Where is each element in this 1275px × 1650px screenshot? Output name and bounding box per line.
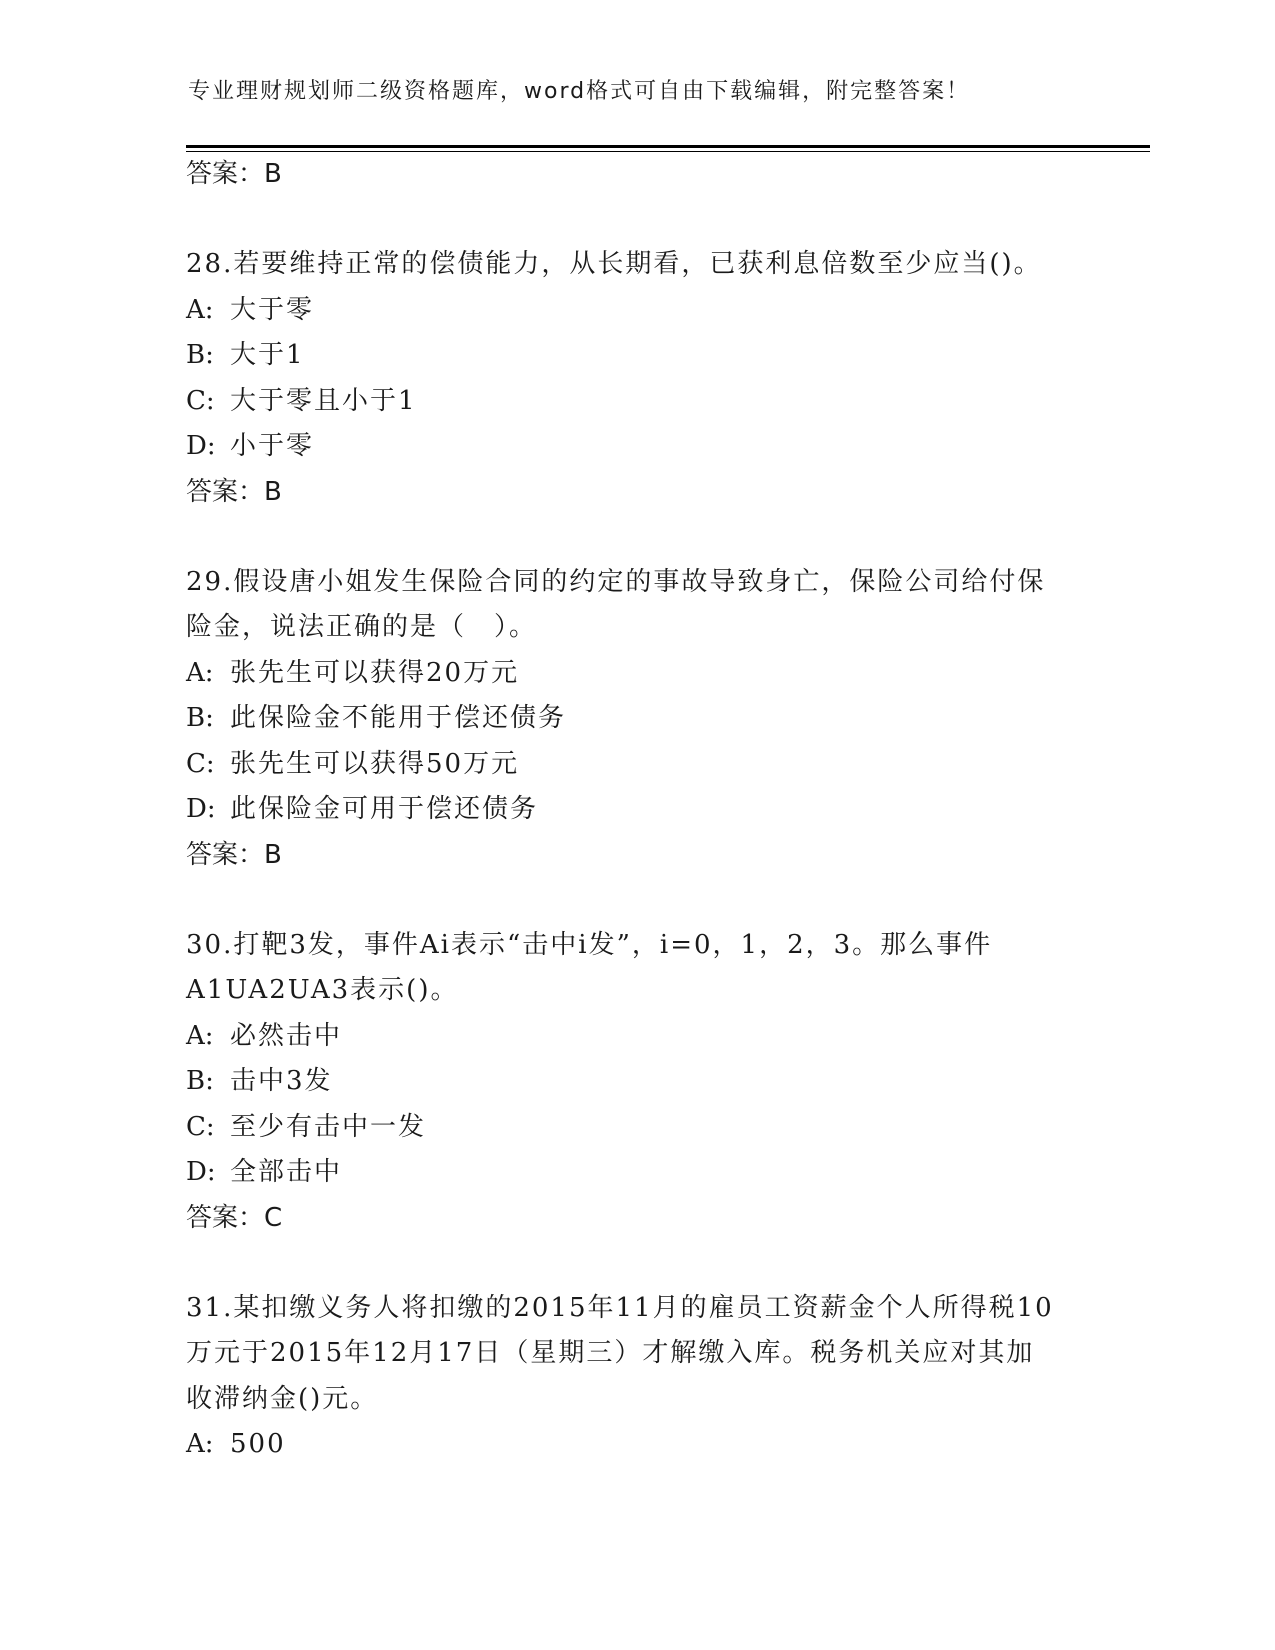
option-b: B: 此保险金不能用于偿还债务: [186, 703, 567, 733]
option-d: D: 此保险金可用于偿还债务: [186, 794, 539, 824]
option-c: C: 至少有击中一发: [186, 1111, 427, 1142]
answer-line: [186, 833, 1086, 878]
answer-label: 答案：: [186, 1202, 265, 1233]
answer-value: C: [264, 1202, 283, 1233]
answer-line: [186, 152, 1086, 197]
option-a: A: 必然击中: [186, 1020, 343, 1051]
question-text: 28.若要维持正常的偿债能力，从长期看，已获利息倍数至少应当()。: [186, 249, 1042, 279]
option-c: C: 大于零且小于1: [186, 385, 417, 416]
question-text-line-2: A1UA2UA3表示()。: [186, 975, 459, 1005]
question-29: [186, 560, 1086, 878]
question-text-line-1: 29.假设唐小姐发生保险合同的约定的事故导致身亡，保险公司给付保: [186, 566, 1046, 597]
answer-value: B: [264, 159, 282, 189]
option-a: A: 大于零: [186, 294, 315, 325]
option-b: B: 击中3发: [186, 1066, 333, 1096]
answer-label: 答案：: [186, 159, 265, 189]
question-text-line-1: 31.某扣缴义务人将扣缴的2015年11月的雇员工资薪金个人所得税10: [186, 1292, 1054, 1323]
option-d: D: 全部击中: [186, 1157, 343, 1187]
answer-label: 答案：: [186, 476, 265, 507]
answer-line: [186, 1196, 1086, 1241]
page-header: 专业理财规划师二级资格题库，word格式可自由下载编辑，附完整答案！: [188, 79, 971, 104]
option-d: D: 小于零: [186, 431, 315, 461]
question-text-line-2: 险金，说法正确的是（ ）。: [186, 612, 538, 642]
spacer: [186, 515, 1086, 560]
option-b: B: 大于1: [186, 340, 305, 370]
option-a: A: 张先生可以获得20万元: [186, 657, 520, 688]
question-28: [186, 242, 1086, 515]
question-text-line-1: 30.打靶3发，事件Ai表示“击中i发”，i=0，1，2，3。那么事件: [186, 929, 993, 960]
question-text-line-2: 万元于2015年12月17日（星期三）才解缴入库。税务机关应对其加: [186, 1338, 1035, 1368]
answer-value: B: [264, 839, 282, 870]
spacer: [186, 1241, 1086, 1286]
header-rule-thick: [186, 145, 1150, 148]
option-a: A: 500: [186, 1429, 286, 1459]
option-c: C: 张先生可以获得50万元: [186, 748, 520, 779]
question-30: [186, 923, 1086, 1241]
spacer: [186, 197, 1086, 242]
answer-label: 答案：: [186, 839, 265, 870]
answer-value: B: [264, 476, 282, 507]
question-31: [186, 1286, 1086, 1468]
answer-line: [186, 470, 1086, 515]
spacer: [186, 878, 1086, 923]
document-body: [186, 152, 1086, 1468]
question-text-line-3: 收滞纳金()元。: [186, 1383, 379, 1414]
